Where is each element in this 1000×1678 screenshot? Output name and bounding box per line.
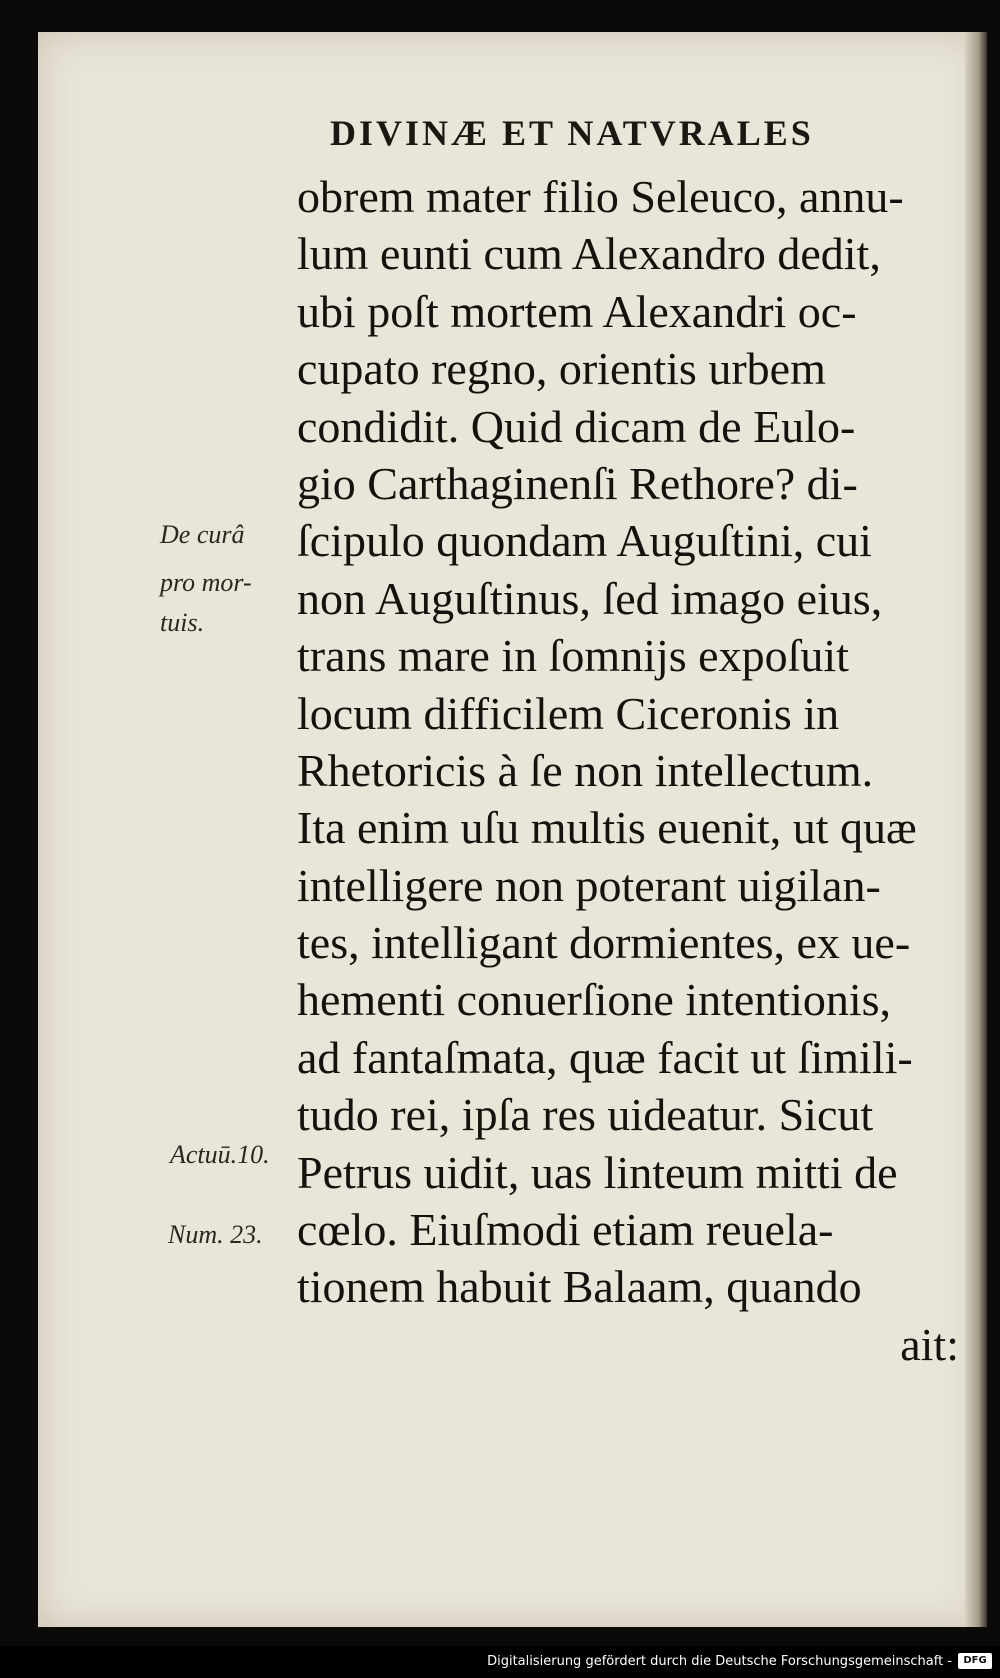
text-line: Ita enim uſu multis euenit, ut quæ [297,802,917,854]
text-line: ubi poſt mortem Alexandri oc- [297,285,857,337]
margin-note-pro-mortuis: pro mor- [160,568,252,597]
text-line: cupato regno, orientis urbem [297,343,826,395]
margin-note-de-cura: De curâ [160,520,245,549]
footer-bar [0,1646,1000,1678]
text-line: Rhetoricis à ſe non intellectum. [297,744,874,796]
text-line: obrem mater filio Seleuco, annu- [297,171,904,222]
catchword: ait: [900,1318,959,1370]
text-line: gio Carthaginenſi Rethore? di- [297,457,858,509]
text-line: ad fantaſmata, quæ facit ut ſimili- [297,1031,913,1083]
running-header: DIVINÆ ET NATVRALES [330,113,814,153]
text-line: locum difficilem Ciceronis in [297,687,840,739]
text-line: intelligere non poterant uigilan- [297,859,881,911]
text-line: condidit. Quid dicam de Eulo- [297,400,856,452]
text-line: hementi conuerſione intentionis, [297,974,892,1026]
margin-note-numeri: Num. 23. [168,1220,263,1249]
text-line: ſcipulo quondam Auguſtini, cui [297,515,872,567]
margin-note-tuis: tuis. [160,608,205,637]
margin-note-actuum: Actuū.10. [170,1140,270,1169]
main-text [297,168,965,1373]
text-line: tionem habuit Balaam, quando [297,1261,862,1313]
text-line: lum eunti cum Alexandro dedit, [297,228,881,280]
text-line: tudo rei, ipſa res uideatur. Sicut [297,1089,874,1141]
text-line: non Auguſtinus, ſed imago eius, [297,572,883,624]
funding-notice: Digitalisierung gefördert durch die Deutsche Forschungsgemeinschaft - [487,1654,952,1669]
dfg-logo: DFG [958,1653,992,1669]
text-line: trans mare in ſomnijs expoſuit [297,630,849,682]
page-edge [965,32,987,1627]
text-line: tes, intelligant dormientes, ex ue- [297,917,911,969]
text-line: Petrus uidit, uas linteum mitti de [297,1146,898,1198]
text-line: cœlo. Eiuſmodi etiam reuela- [297,1204,834,1256]
